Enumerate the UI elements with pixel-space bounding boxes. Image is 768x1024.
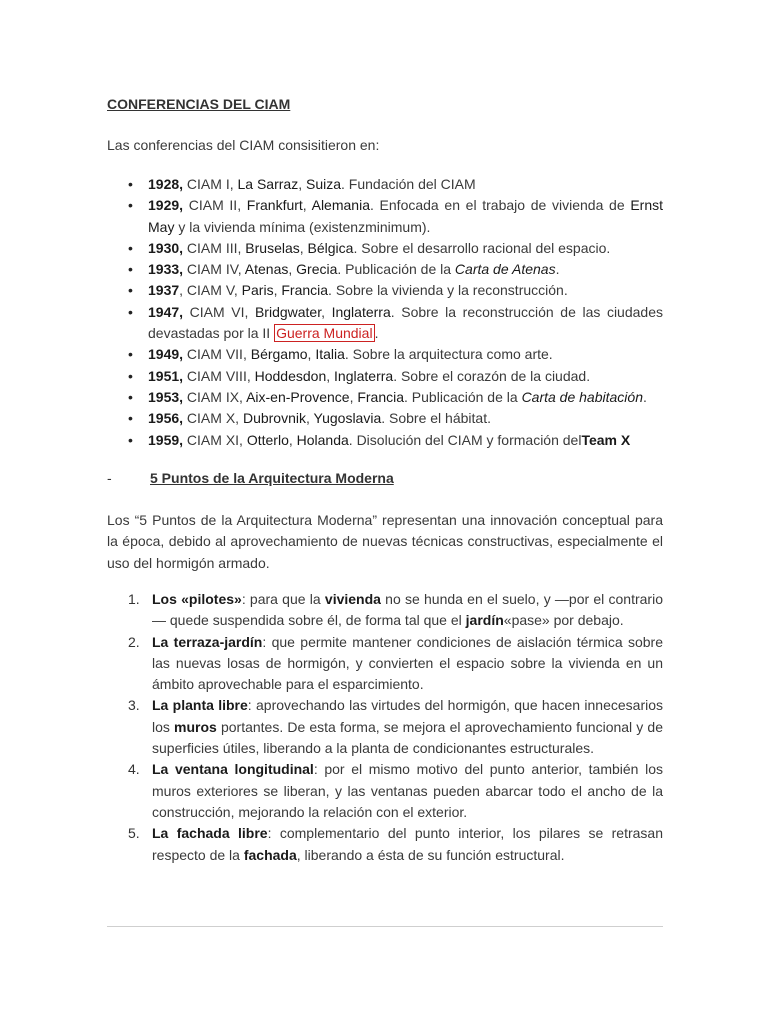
- section-title: 5 Puntos de la Arquitectura Moderna: [150, 470, 394, 486]
- list-item: • 1947, CIAM VI, Bridgwater, Inglaterra. Sobre la reconstrucción de las ciudades devastadas por la II Guerra Mundial .: [128, 303, 663, 342]
- bullet-icon: •: [128, 388, 133, 405]
- list-number: 4.: [128, 761, 140, 778]
- five-points-list: [107, 589, 663, 866]
- bullet-icon: •: [128, 282, 133, 299]
- list-item: • 1928, CIAM I, La Sarraz, Suiza. Fundación del CIAM: [107, 174, 663, 195]
- bullet-icon: •: [128, 239, 133, 256]
- list-item: 1. Los «pilotes»: para que la vivienda no se hunda en el suelo, y —por el contrario— quede suspendida sobre él, de forma tal que el jardín«pase» por debajo.: [128, 591, 663, 629]
- list-item: 3. La planta libre: aprovechando las virtudes del hormigón, que hacen innecesarios los muros portantes. De esta forma, se mejora el aprovechamiento funcional y de superficies útiles, liberando a la planta de condicionantes estructurales.: [128, 697, 663, 757]
- section-dash: -: [107, 470, 112, 486]
- list-item: • 1929, CIAM II, Frankfurt, Alemania. Enfocada en el trabajo de vivienda de Ernst May y la vivienda mínima (existenzminimum).: [128, 197, 663, 235]
- list-item: 2. La terraza-jardín: que permite mantener condiciones de aislación térmica sobre las nuevas losas de hormigón, y convierten el espacio sobre la vivienda en un ámbito aprovechable para el esparcimiento.: [128, 633, 663, 693]
- list-item: • 1959, CIAM XI, Otterlo, Holanda. Disolución del CIAM y formación delTeam X: [107, 430, 663, 451]
- list-number: 2.: [128, 633, 140, 650]
- list-item: • 1937, CIAM V, Paris, Francia. Sobre la vivienda y la reconstrucción.: [107, 280, 663, 301]
- bullet-icon: •: [128, 367, 133, 384]
- bullet-icon: •: [128, 410, 133, 427]
- list-item: • 1956, CIAM X, Dubrovnik, Yugoslavia. Sobre el hábitat.: [107, 408, 663, 429]
- list-item: • 1951, CIAM VIII, Hoddesdon, Inglaterra. Sobre el corazón de la ciudad.: [107, 366, 663, 387]
- bullet-icon: •: [128, 261, 133, 278]
- list-item: 4. La ventana longitudinal: por el mismo motivo del punto anterior, también los muros exteriores se liberan, y las ventanas pueden abarcar todo el ancho de la construcción, mejorando la relación con el exterior.: [128, 761, 663, 820]
- list-item: • 1933, CIAM IV, Atenas, Grecia. Publicación de la Carta de Atenas.: [107, 259, 663, 280]
- list-number: 1.: [128, 591, 140, 607]
- page-divider: [107, 926, 663, 927]
- list-item: • 1953, CIAM IX, Aix-en-Provence, Francia. Publicación de la Carta de habitación.: [107, 387, 663, 408]
- bullet-icon: •: [128, 197, 133, 214]
- bullet-icon: •: [128, 176, 133, 192]
- list-item: • 1930, CIAM III, Bruselas, Bélgica. Sobre el desarrollo racional del espacio.: [107, 238, 663, 259]
- page-heading: CONFERENCIAS DEL CIAM: [107, 96, 291, 112]
- bullet-icon: •: [128, 303, 133, 320]
- section-heading: [107, 470, 394, 486]
- guerra-mundial-link[interactable]: Guerra Mundial: [276, 325, 373, 342]
- intro-paragraph: Los “5 Puntos de la Arquitectura Moderna” representan una innovación conceptual para la época, debido al aprovechamiento de nuevas técnicas constructivas, especialmente el uso del hormigón armado.: [107, 512, 663, 571]
- list-item: • 1949, CIAM VII, Bérgamo, Italia. Sobre la arquitectura como arte.: [107, 344, 663, 365]
- bullet-icon: •: [128, 431, 133, 448]
- ciam-conference-list: [107, 174, 663, 451]
- list-number: 5.: [128, 825, 140, 842]
- bullet-icon: •: [128, 346, 133, 363]
- list-number: 3.: [128, 697, 140, 714]
- intro-text: Las conferencias del CIAM consisitieron en:: [107, 137, 380, 153]
- list-item: 5. La fachada libre: complementario del punto interior, los pilares se retrasan respecto de la fachada, liberando a ésta de su función estructural.: [128, 825, 664, 863]
